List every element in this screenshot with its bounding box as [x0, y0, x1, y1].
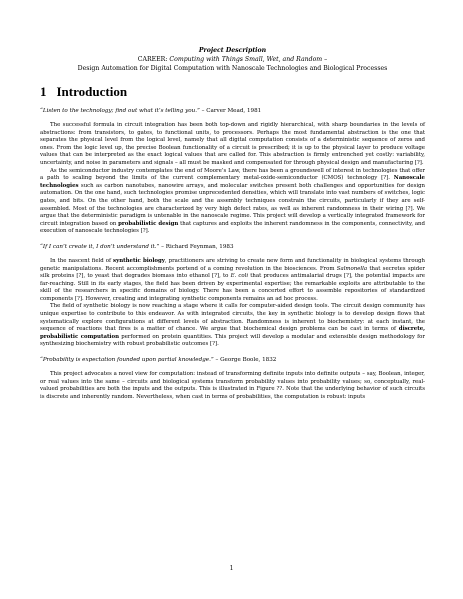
quote-attribution: – Carver Mead, 1981 — [199, 108, 262, 114]
paragraph — [40, 168, 425, 236]
paragraph: The successful formula in circuit integration has been both top-down and rigidly hierarchical, with sharp boundaries in the levels of abstractions: from transistors, to gates, to functional units, to processors. Perhaps the most fundamental abstraction is the one that separates the physical level from the logical level, namely that all digital computation consists of a deterministic sequence of zeros and ones. From the logic level up, the precise Boolean functionality of a circuit is prescribed; it is up to the physical layer to produce voltage values that can be interpreted as the exact logical values that are called for. This abstraction is firmly entrenched yet costly: variability, uncertainty, and noise in parameters and signals – all must be masked and compensated for through physical design and manufacturing [?]. — [40, 122, 425, 166]
epigraph-quote — [40, 243, 425, 251]
text-run: As the semiconductor industry contemplates the end of Moore’s Law, there has been a groundswell of interest in technologies that offer a path to scaling beyond the limits of the current complementary metal-oxide-semiconductor (CMOS) technology [?]. — [40, 167, 425, 182]
paragraph — [40, 258, 425, 304]
career-line — [40, 55, 425, 64]
bold-term: synthetic biology — [113, 257, 165, 264]
career-subtitle: Computing with Things Small, Wet, and Random — [169, 56, 323, 63]
text-run: The field of synthetic biology is now reaching a stage where it calls for computer-aided design tools. The circuit design community has unique expertise to contribute to this endeavor. As with integrated circuits, the key in synthetic biology is to develop design flows that systematically explore configurations at different levels of abstraction. Randomness is inherent to biochemistry: at each instant, the sequence of reactions that fires is a matter of chance. We argue that biochemical design problems can be cast in terms of — [40, 303, 425, 333]
section-number: 1 — [40, 84, 47, 99]
text-run: such as carbon nanotubes, nanowire arrays, and molecular switches present both challenges and opportunities for design automation. On the one hand, such technologies promise unprecedented densities, which will translate into vast numbers of switches, logic gates, and bits. On the other hand, both the scale and the assembly techniques constrain the circuits, particularly if they are self-assembled. Most of the technologies are characterized by very high defect rates, as well as inherent randomness in their wiring [?]. We argue that the deterministic paradigm is untenable in the nanoscale regime. This project will develop a vertically integrated framework for circuit integration based on — [40, 182, 425, 227]
career-suffix: – — [322, 56, 328, 63]
bold-term: Nanoscale technologies — [40, 175, 425, 189]
paragraph: This project advocates a novel view for computation: instead of transforming definite inputs into definite outputs – say, Boolean, integer, or real values into the same – circuits and biological systems transform probability values into probability values; so, conceptually, real-valued probabilities are both the inputs and the outputs. This is illustrated in Figure ??. Note that the underlying behavior of such circuits is discrete and inherently random. Nevertheless, when cast in terms of probabilities, the computation is robust: inputs — [40, 371, 425, 400]
bold-term: discrete, probabilistic computation — [40, 326, 425, 340]
bold-term: probabilistic design — [118, 220, 179, 227]
section-title: Introduction — [56, 84, 128, 99]
quote-attribution: – George Boole, 1832 — [213, 357, 277, 364]
text-run: In the nascent field of — [50, 257, 114, 264]
quote-attribution: – Richard Feynman, 1983 — [159, 243, 234, 250]
italic-term: Salmonella — [336, 265, 368, 272]
epigraph-quote — [40, 107, 425, 115]
quote-text: “Listen to the technology; find out what it’s telling you.” — [40, 108, 200, 114]
section-heading — [40, 84, 425, 99]
career-prefix: CAREER: — [137, 56, 170, 63]
project-subtitle: Design Automation for Digital Computation with Nanoscale Technologies and Biological Processes — [77, 65, 388, 72]
page-number: 1 — [229, 565, 234, 572]
italic-term: E. coli — [230, 273, 249, 280]
text-run: that produces antimalarial drugs [?], the potential impacts are far-reaching. Still in its early stages, the field has been driven by experimental expertise; the remarkable exploits are attributable to the skill of the researchers in specific domains of biology. There has been a concerted effort to assemble repositories of standardized components [?]. However, creating and integrating synthetic components remains an ad hoc process. — [40, 273, 425, 302]
project-header — [40, 46, 425, 73]
epigraph-quote — [40, 356, 425, 364]
quote-text: “Probability is expectation founded upon partial knowledge.” — [40, 357, 214, 364]
text-run: that secretes spider silk proteins [?], to yeast that degrades biomass into ethanol [?], to — [40, 265, 425, 280]
text-run: that captures and exploits the inherent randomness in the components, connectivity, and execution of nanoscale technologies [?]. — [40, 220, 425, 235]
text-run: , practitioners are striving to create new form and functionality in biological systems through genetic manipulations. Recent accomplishments portend of a coming revolution in the biosciences. From — [40, 257, 425, 272]
quote-text: “If I can’t create it, I don’t understand it.” — [40, 243, 160, 250]
paragraph — [40, 303, 425, 349]
project-title: Project Description — [198, 47, 267, 54]
text-run: performed on protein quantities. This project will develop a modular and extensible design methodology for synthesizing biochemistry with robust probabilistic outcomes [?]. — [40, 333, 425, 348]
